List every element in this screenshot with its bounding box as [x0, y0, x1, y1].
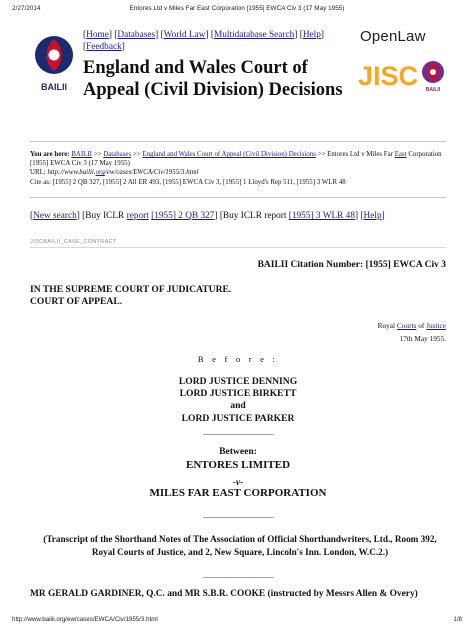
section-rule: ____________________	[203, 570, 273, 579]
judge-name: LORD JUSTICE DENNING	[178, 376, 298, 387]
url-label: URL:	[30, 169, 46, 177]
breadcrumb-divider	[30, 197, 446, 198]
citation-number: BAILII Citation Number: [1955] EWCA Civ 3	[257, 260, 446, 270]
jisc-badge-text: BAILII	[425, 87, 441, 93]
nav-world-law-link[interactable]: World Law	[163, 30, 206, 40]
jisc-logo-text: JISC	[358, 61, 419, 91]
judges-conjunction: and	[230, 400, 246, 412]
jisc-badge-dot	[430, 69, 436, 75]
case-url: http://www.bailii.org/ew/cases/EWCA/Civ/1955/3.html	[47, 169, 199, 177]
print-title: Entores Ltd v Miles Far East Corporation [1955] EWCA Civ 3 (17 May 1955)	[129, 5, 345, 12]
header-divider	[30, 141, 446, 142]
judgment-date: 17th May 1955.	[399, 333, 446, 343]
nav-multidatabase-search-link[interactable]: Multidatabase Search	[213, 30, 295, 40]
print-footer-url: http://www.bailii.org/ew/cases/EWCA/Civ/1955/3.html	[12, 616, 158, 623]
venue-justice-link[interactable]: Justice	[426, 321, 446, 330]
breadcrumb-separator: >>	[132, 151, 141, 158]
breadcrumb-case-east-link[interactable]: East	[394, 151, 407, 158]
print-date: 2/27/2014	[12, 5, 41, 12]
buy-iclr-report-link-1[interactable]: report	[126, 211, 149, 221]
judge-name: LORD JUSTICE PARKER	[181, 412, 295, 424]
transcript-note: (Transcript of the Shorthand Notes of The Association of Official Shorthandwriters, Ltd., Room 392, Royal Courts of Justice, and 2, New Square, Lincoln's Inn. London, W.C.2.)	[43, 534, 437, 557]
cite-text: [1955] 2 QB 327, [1955] 2 All ER 493, [1955] EWCA Civ 3, [1955] 1 Lloyd's Rep 511, [1955] 3 WLR 48	[52, 178, 346, 186]
print-page-number: 1/8	[453, 616, 462, 623]
breadcrumb-court-link[interactable]: England and Wales Court of Appeal (Civil Division) Decisions	[142, 151, 316, 158]
jisc-logo[interactable]	[358, 55, 448, 93]
defendant-name: MILES FAR EAST CORPORATION	[149, 487, 327, 499]
iclr-wlr-citation-link[interactable]: [1955] 3 WLR 48	[288, 211, 355, 221]
case-url-org-link[interactable]: org	[95, 169, 105, 177]
openlaw-logo[interactable]: OpenLaw	[360, 28, 426, 45]
venue-royal: Royal	[377, 321, 396, 330]
court-heading	[30, 284, 231, 308]
breadcrumb-databases-link[interactable]: Databases	[103, 151, 132, 158]
bailii-logo-text: BAILII	[41, 82, 67, 92]
nav-home-link[interactable]: Home	[86, 30, 109, 40]
section-rule: ____________________	[203, 427, 273, 436]
venue-of: of	[418, 321, 425, 330]
breadcrumb-block	[30, 150, 448, 187]
venue-block	[378, 320, 446, 345]
bailii-logo-dot	[49, 50, 60, 61]
contract-divider	[30, 247, 446, 248]
venue-courts-link[interactable]: Courts	[396, 321, 417, 330]
court-heading-line-2: COURT OF APPEAL.	[30, 296, 123, 307]
judge-name: LORD JUSTICE BIRKETT	[179, 388, 297, 400]
court-title: England and Wales Court of Appeal (Civil Division) Decisions	[83, 58, 343, 100]
breadcrumb-separator: >>	[93, 151, 102, 158]
breadcrumb-case-title-rest: Corporation [1955] EWCA Civ 3 (17 May 1955)	[30, 151, 442, 168]
judges-list	[30, 376, 446, 425]
top-navigation: [Home] [Databases] [World Law] [Multidatabase Search] [Help] [Feedback]	[83, 30, 324, 52]
print-header	[12, 5, 462, 15]
court-heading-line-1: IN THE SUPREME COURT OF JUDICATURE.	[30, 284, 232, 295]
contract-label: JISCBAILII_CASE_CONTRACT	[30, 239, 117, 245]
breadcrumb-case-title: Entores Ltd v Miles Far	[327, 151, 393, 158]
versus-label: -v-	[232, 477, 244, 488]
breadcrumb-bailii-link[interactable]: BAILII	[71, 151, 92, 158]
between-label: Between:	[219, 446, 257, 457]
help-link[interactable]: Help	[363, 211, 382, 221]
breadcrumb-label: You are here:	[30, 151, 70, 158]
cite-label: Cite as:	[30, 178, 51, 186]
buy-iclr-label-2: [Buy ICLR report	[219, 211, 287, 221]
actions-row: [New search] [Buy ICLR report [1955] 2 QB 327] [Buy ICLR report [1955] 3 WLR 48] [Help]	[30, 211, 385, 221]
nav-feedback-link[interactable]: Feedback	[86, 42, 122, 52]
print-footer	[12, 616, 462, 626]
nav-databases-link[interactable]: Databases	[117, 30, 156, 40]
buy-iclr-label-1: [Buy ICLR	[82, 211, 125, 221]
nav-help-link[interactable]: Help	[302, 30, 321, 40]
claimant-name: ENTORES LIMITED	[185, 459, 291, 471]
counsel-line: MR GERALD GARDINER, Q.C. and MR S.B.R. COOKE (instructed by Messrs Allen & Overy)	[30, 589, 418, 599]
new-search-link[interactable]: New search	[33, 211, 77, 221]
before-label: B e f o r e :	[197, 354, 279, 364]
section-rule: ____________________	[203, 510, 273, 519]
iclr-qb-citation-link[interactable]: [1955] 2 QB 327	[151, 211, 215, 221]
breadcrumb-separator: >>	[317, 151, 326, 158]
bailii-logo[interactable]	[33, 35, 75, 97]
